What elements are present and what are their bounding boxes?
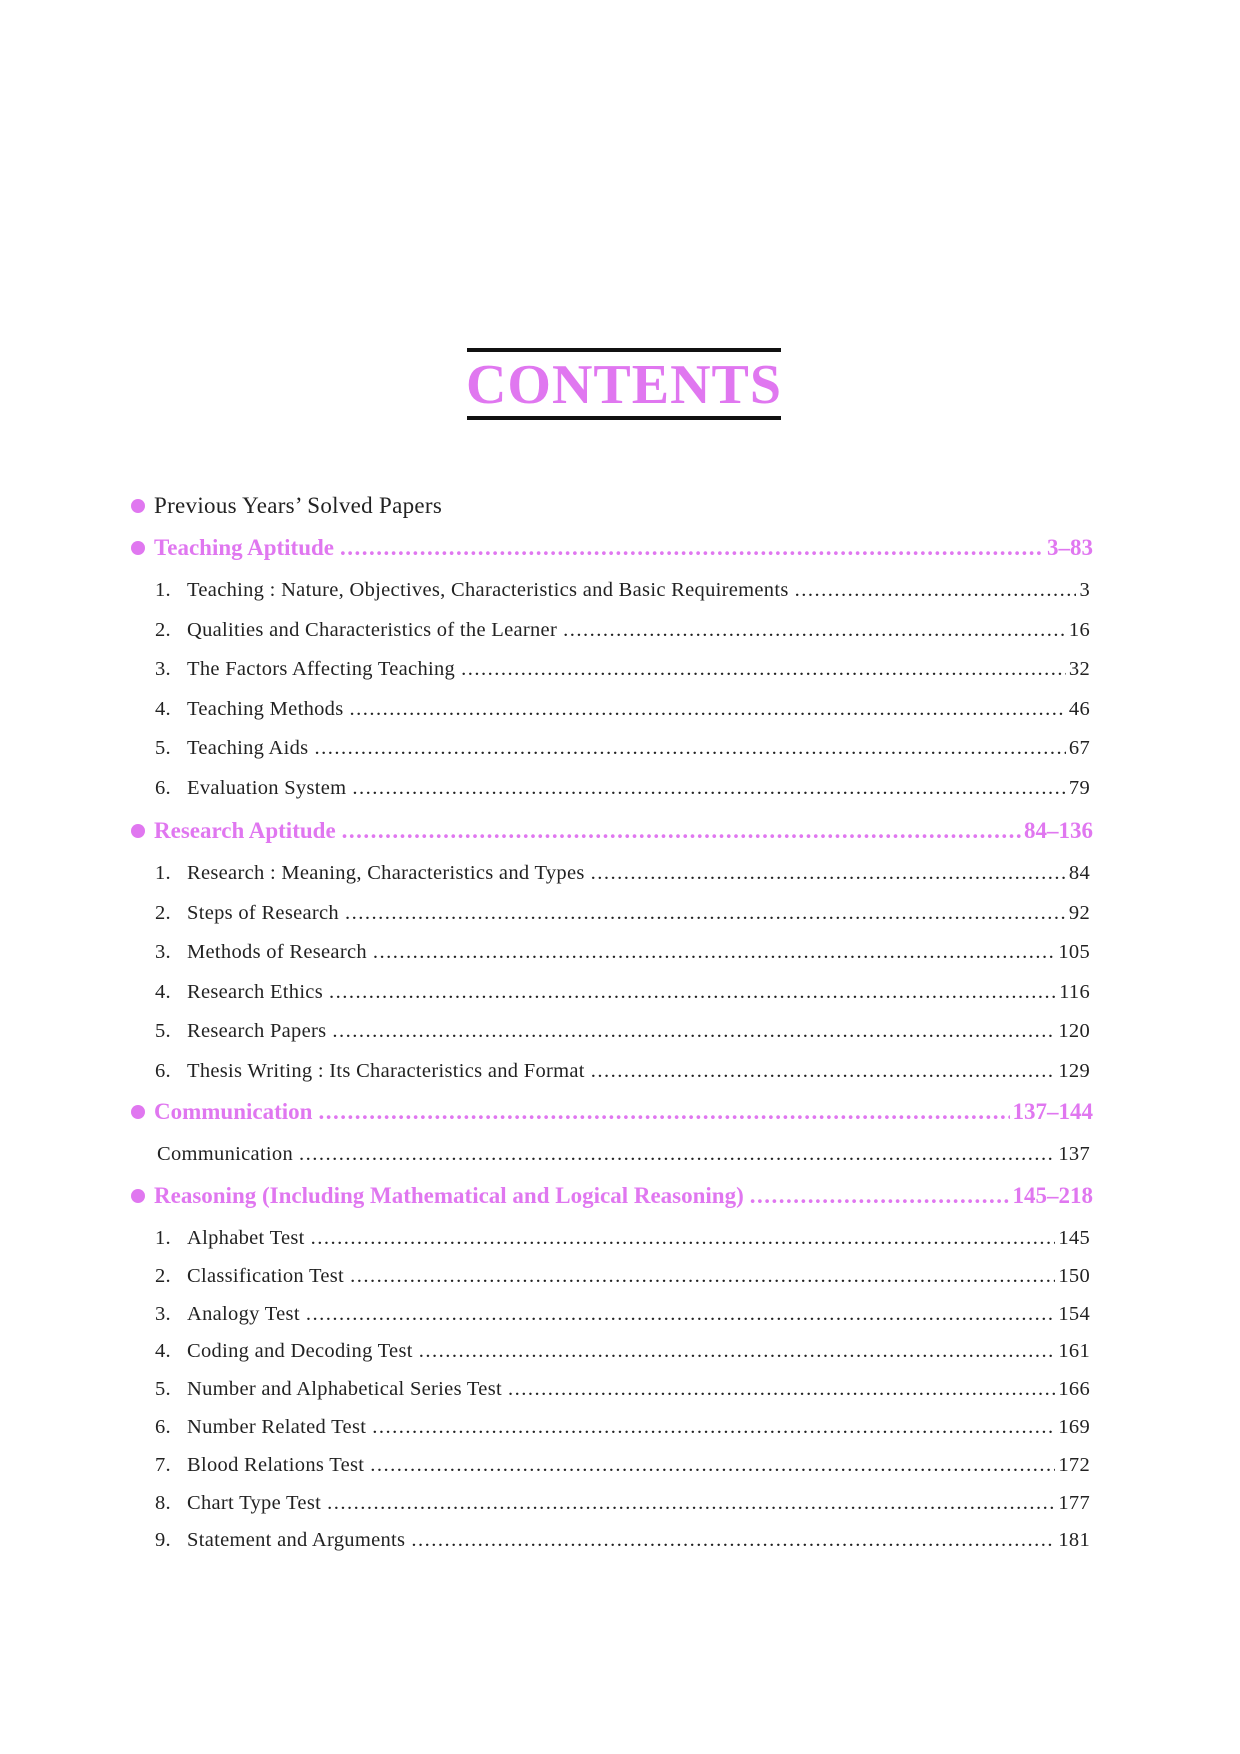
item-number: 4. <box>155 1340 171 1363</box>
toc-item[interactable] <box>155 1020 1090 1043</box>
toc-item[interactable] <box>155 981 1090 1004</box>
item-page-number: 169 <box>1058 1416 1090 1438</box>
toc-item[interactable] <box>155 1060 1090 1083</box>
dot-leader <box>350 698 1066 721</box>
item-page-number: 172 <box>1058 1453 1090 1476</box>
toc-item[interactable] <box>155 1529 1090 1552</box>
toc-item[interactable] <box>155 1492 1090 1515</box>
item-title: Methods of Research <box>187 941 367 963</box>
dot-leader <box>352 777 1065 800</box>
dot-leader <box>372 1416 1055 1439</box>
item-title: Number Related Test <box>187 1416 367 1438</box>
toc-item[interactable] <box>155 1227 1090 1250</box>
toc-item[interactable] <box>155 1378 1090 1401</box>
item-title: Coding and Decoding Test <box>187 1340 413 1363</box>
item-title: Blood Relations Test <box>187 1453 365 1476</box>
section-title: Teaching Aptitude <box>154 535 335 560</box>
section-page-range: 137–144 <box>1012 1099 1093 1124</box>
item-number: 2. <box>155 1264 171 1287</box>
item-title: Communication <box>157 1143 293 1165</box>
item-page-number: 46 <box>1068 697 1090 720</box>
item-number: 6. <box>155 1416 171 1438</box>
item-title: Teaching Methods <box>187 697 344 720</box>
item-page-number: 84 <box>1068 862 1090 884</box>
dot-leader <box>591 1060 1056 1083</box>
toc-item[interactable] <box>155 1265 1090 1288</box>
item-number: 7. <box>155 1453 171 1476</box>
bullet-icon <box>131 499 145 513</box>
item-number: 6. <box>155 776 171 799</box>
section-title: Reasoning (Including Mathematical and Logical Reasoning) <box>154 1183 744 1208</box>
item-number: 5. <box>155 737 171 759</box>
section-entry[interactable] <box>131 1183 1093 1209</box>
item-page-number: 137 <box>1058 1143 1090 1165</box>
dot-leader <box>342 818 1021 844</box>
item-title: Analogy Test <box>187 1302 300 1325</box>
item-page-number: 154 <box>1058 1302 1090 1325</box>
dot-leader <box>311 1227 1056 1250</box>
item-number: 3. <box>155 1302 171 1325</box>
item-page-number: 177 <box>1058 1491 1090 1514</box>
toc-item[interactable] <box>155 737 1090 760</box>
section-entry[interactable] <box>131 535 1093 561</box>
section-entry[interactable] <box>131 818 1093 844</box>
item-title: Chart Type Test <box>187 1491 322 1514</box>
section-page-range: 3–83 <box>1047 535 1093 560</box>
dot-leader <box>329 981 1056 1004</box>
dot-leader <box>318 1099 1009 1125</box>
toc-item[interactable] <box>155 698 1090 721</box>
item-page-number: 145 <box>1058 1227 1090 1249</box>
toc-item[interactable] <box>155 862 1090 885</box>
dot-leader <box>461 658 1066 681</box>
section-page-range: 145–218 <box>1012 1183 1093 1208</box>
toc-item[interactable] <box>155 579 1090 602</box>
item-number: 3. <box>155 941 171 963</box>
item-title: Steps of Research <box>187 901 339 924</box>
page-title: CONTENTS <box>465 354 783 416</box>
dot-leader <box>332 1020 1055 1043</box>
item-number: 1. <box>155 1227 171 1249</box>
section-title: Research Aptitude <box>154 818 336 843</box>
dot-leader <box>345 902 1066 925</box>
toc-item[interactable] <box>155 1303 1090 1326</box>
bullet-icon <box>131 824 145 838</box>
toc-item[interactable] <box>155 777 1090 800</box>
item-title: Statement and Arguments <box>187 1529 406 1552</box>
dot-leader <box>340 535 1044 561</box>
dot-leader <box>591 862 1066 885</box>
dot-leader <box>350 1265 1055 1288</box>
dot-leader <box>750 1183 1010 1209</box>
item-page-number: 32 <box>1068 658 1090 680</box>
toc-item[interactable] <box>155 1416 1090 1439</box>
item-number: 9. <box>155 1529 171 1552</box>
section-page-range: 84–136 <box>1024 818 1093 843</box>
item-number: 5. <box>155 1020 171 1042</box>
item-page-number: 181 <box>1058 1529 1090 1552</box>
toc-item[interactable] <box>155 902 1090 925</box>
item-number: 5. <box>155 1378 171 1401</box>
toc-item[interactable] <box>155 619 1090 642</box>
item-number: 4. <box>155 980 171 1003</box>
dot-leader <box>508 1378 1055 1401</box>
item-page-number: 116 <box>1059 980 1090 1003</box>
item-number: 8. <box>155 1491 171 1514</box>
dot-leader <box>370 1454 1055 1477</box>
toc-item[interactable] <box>155 1340 1090 1363</box>
toc-item[interactable] <box>155 1454 1090 1477</box>
item-number: 1. <box>155 862 171 884</box>
item-page-number: 3 <box>1079 579 1090 601</box>
item-title: Research Papers <box>187 1020 327 1042</box>
section-title: Communication <box>154 1099 313 1124</box>
item-title: Number and Alphabetical Series Test <box>187 1378 502 1401</box>
bullet-icon <box>131 541 145 555</box>
item-page-number: 120 <box>1058 1020 1090 1042</box>
dot-leader <box>411 1529 1055 1552</box>
item-title: Research Ethics <box>187 980 323 1003</box>
bullet-icon <box>131 1105 145 1119</box>
bullet-icon <box>131 1189 145 1203</box>
item-page-number: 166 <box>1058 1378 1090 1401</box>
intro-label: Previous Years’ Solved Papers <box>154 493 443 518</box>
toc-item[interactable] <box>155 941 1090 964</box>
item-number: 4. <box>155 697 171 720</box>
dot-leader <box>327 1492 1055 1515</box>
dot-leader <box>306 1303 1056 1326</box>
dot-leader <box>795 579 1077 602</box>
dot-leader <box>419 1340 1056 1363</box>
item-title: Thesis Writing : Its Characteristics and Format <box>187 1059 585 1082</box>
item-title: Teaching : Nature, Objectives, Characteristics and Basic Requirements <box>187 579 789 601</box>
item-title: The Factors Affecting Teaching <box>187 658 456 680</box>
dot-leader <box>563 619 1066 642</box>
item-number: 2. <box>155 901 171 924</box>
toc-item[interactable] <box>155 658 1090 681</box>
item-page-number: 92 <box>1068 901 1090 924</box>
item-page-number: 67 <box>1068 737 1090 759</box>
intro-heading <box>131 493 442 519</box>
dot-leader <box>299 1143 1055 1166</box>
item-title: Research : Meaning, Characteristics and Types <box>187 862 585 884</box>
item-page-number: 129 <box>1058 1059 1090 1082</box>
toc-item[interactable] <box>157 1143 1090 1166</box>
item-title: Teaching Aids <box>187 737 309 759</box>
item-title: Alphabet Test <box>187 1227 305 1249</box>
item-number: 3. <box>155 658 171 680</box>
item-page-number: 150 <box>1058 1264 1090 1287</box>
section-entry[interactable] <box>131 1099 1093 1125</box>
item-number: 1. <box>155 579 171 601</box>
item-title: Evaluation System <box>187 776 347 799</box>
dot-leader <box>314 737 1065 760</box>
item-page-number: 79 <box>1068 776 1090 799</box>
item-number: 2. <box>155 618 171 641</box>
item-title: Classification Test <box>187 1264 345 1287</box>
item-page-number: 16 <box>1068 618 1090 641</box>
item-page-number: 161 <box>1058 1340 1090 1363</box>
item-number: 6. <box>155 1059 171 1082</box>
dot-leader <box>373 941 1055 964</box>
item-page-number: 105 <box>1058 941 1090 963</box>
item-title: Qualities and Characteristics of the Learner <box>187 618 558 641</box>
